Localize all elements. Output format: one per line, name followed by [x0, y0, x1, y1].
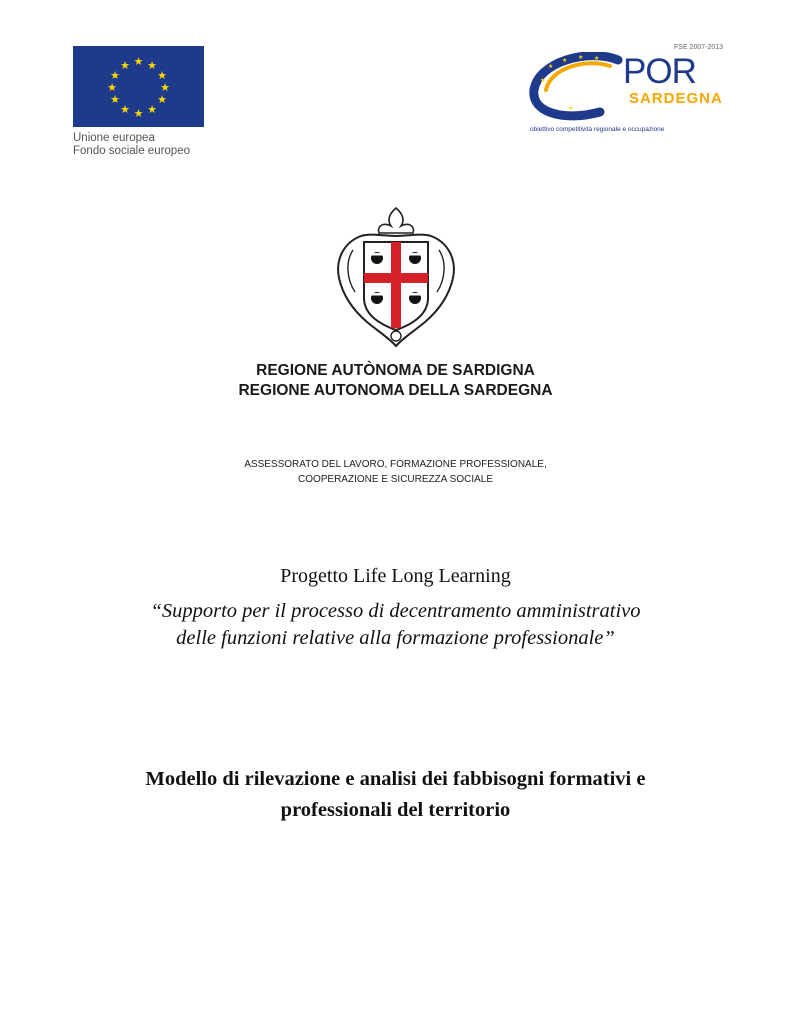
svg-text:★: ★ — [110, 69, 120, 82]
svg-text:★: ★ — [133, 107, 144, 120]
svg-text:★: ★ — [540, 77, 546, 84]
svg-text:★: ★ — [157, 93, 167, 106]
eu-stars-icon — [73, 46, 204, 127]
svg-text:★: ★ — [120, 59, 130, 72]
svg-text:★: ★ — [594, 55, 600, 62]
assessorato-line-2: COOPERAZIONE E SICUREZZA SOCIALE — [297, 474, 494, 485]
region-name-italian: REGIONE AUTONOMA DELLA SARDEGNA — [238, 382, 553, 399]
por-sardegna-logo — [528, 44, 728, 144]
svg-text:★: ★ — [133, 55, 144, 68]
document-title — [0, 764, 791, 826]
svg-text:★: ★ — [548, 63, 554, 70]
document-title-line-1: Modello di rilevazione e analisi dei fabbisogni formativi e — [145, 768, 646, 790]
assessorato-line-1: ASSESSORATO DEL LAVORO, FORMAZIONE PROFESSIONALE, — [244, 459, 547, 470]
svg-text:★: ★ — [147, 103, 157, 116]
document-title-line-2: professionali del territorio — [280, 799, 511, 821]
project-subtitle-line-1: “Supporto per il processo di decentramento amministrativo — [150, 600, 641, 622]
region-name — [0, 361, 791, 401]
project-subtitle-line-2: delle funzioni relative alla formazione professionale” — [176, 627, 615, 649]
eu-line-1: Unione europea — [73, 132, 155, 144]
svg-text:★: ★ — [578, 54, 584, 61]
por-swoosh-icon — [528, 52, 624, 122]
por-subtitle: SARDEGNA — [629, 90, 723, 107]
eu-flag — [73, 46, 204, 127]
svg-text:★: ★ — [107, 81, 117, 94]
por-tagline: obiettivo competitività regionale e occupazione — [530, 126, 665, 133]
svg-text:★: ★ — [120, 103, 130, 116]
project-title: Progetto Life Long Learning — [280, 565, 511, 587]
svg-text:★: ★ — [110, 93, 120, 106]
project-subtitle — [0, 598, 791, 652]
svg-text:★: ★ — [157, 69, 167, 82]
por-fse-label: FSE 2007-2013 — [674, 44, 724, 51]
svg-text:★: ★ — [568, 105, 574, 112]
sardinia-coat-of-arms-icon — [331, 206, 461, 351]
eu-logo — [73, 46, 204, 158]
svg-text:★: ★ — [160, 81, 170, 94]
svg-text:★: ★ — [562, 57, 568, 64]
por-title: POR — [623, 52, 696, 91]
assessorato-heading — [0, 457, 791, 487]
svg-text:★: ★ — [147, 59, 157, 72]
region-name-sardinian: REGIONE AUTÒNOMA DE SARDIGNA — [256, 362, 535, 379]
eu-line-2: Fondo sociale europeo — [73, 145, 190, 157]
